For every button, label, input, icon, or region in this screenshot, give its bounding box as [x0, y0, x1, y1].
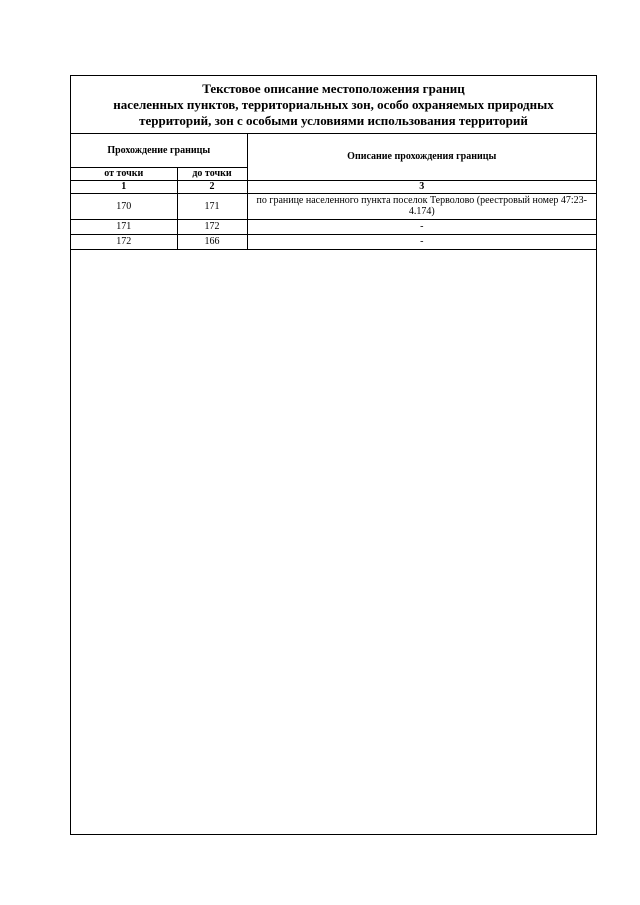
title-line-2: населенных пунктов, территориальных зон, особо охраняемых природных [113, 96, 554, 112]
table-row [71, 219, 596, 234]
header-description: Описание прохождения границы [247, 134, 596, 180]
header-boundary-passage: Прохождение границы [71, 134, 247, 167]
title-line-1: Текстовое описание местоположения границ [202, 80, 465, 96]
row-description: - [247, 219, 596, 234]
row-description: - [247, 234, 596, 249]
row-from-point: 172 [71, 234, 177, 249]
table-row [71, 193, 596, 219]
row-to-point: 172 [177, 219, 247, 234]
header-to-point: до точки [177, 167, 247, 180]
column-number-2: 2 [177, 180, 247, 193]
row-description: по границе населенного пункта поселок Терволово (реестровый номер 47:23-4.174) [247, 193, 596, 219]
row-to-point: 166 [177, 234, 247, 249]
row-to-point: 171 [177, 193, 247, 219]
column-number-1: 1 [71, 180, 177, 193]
column-number-3: 3 [247, 180, 596, 193]
boundary-table [71, 134, 596, 250]
row-from-point: 171 [71, 219, 177, 234]
page-frame [70, 75, 597, 835]
document-title [71, 76, 596, 134]
title-line-3: территорий, зон с особыми условиями использования территорий [139, 112, 528, 128]
header-from-point: от точки [71, 167, 177, 180]
row-from-point: 170 [71, 193, 177, 219]
table-row [71, 234, 596, 249]
